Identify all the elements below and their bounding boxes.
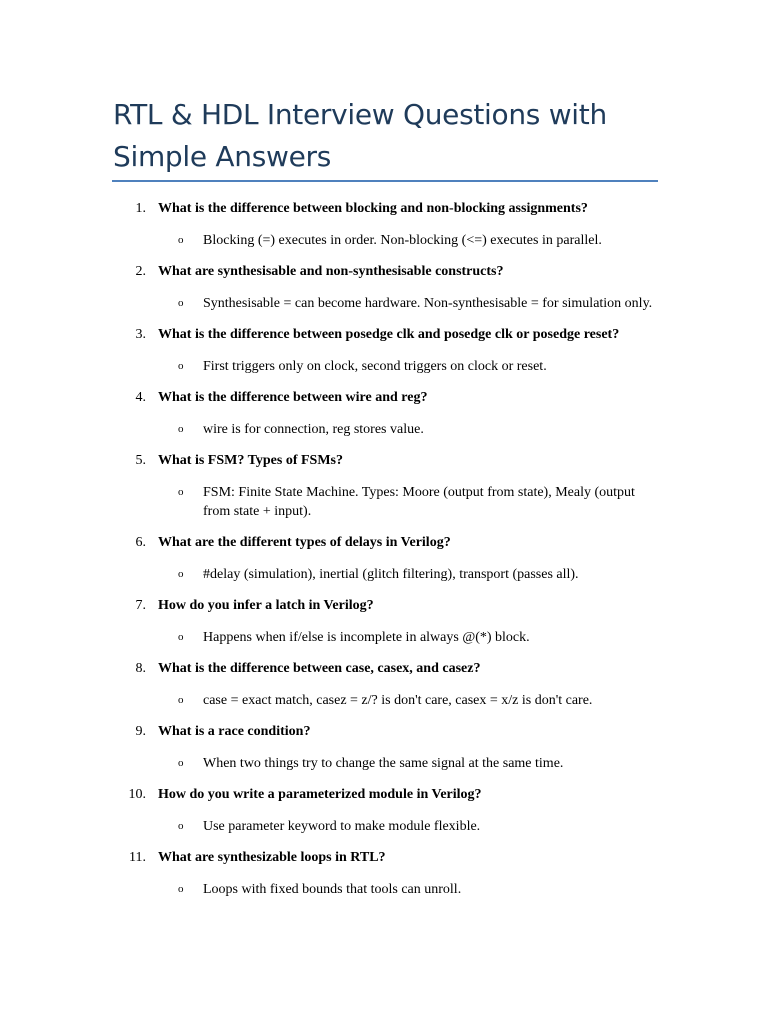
question-list [0,199,768,911]
question-text: What are synthesisable and non-synthesisable constructs? [158,264,504,279]
list-item [0,388,768,439]
question-number: 7. [135,598,146,613]
answer-text: When two things try to change the same signal at the same time. [203,756,564,771]
question-number: 9. [135,724,146,739]
list-item [0,199,768,250]
hollow-bullet-icon: o [178,757,184,769]
answer-text: First triggers only on clock, second triggers on clock or reset. [203,359,547,374]
question-text: How do you infer a latch in Verilog? [158,598,374,613]
question-text: What is a race condition? [158,724,311,739]
answer [0,294,658,313]
question-number: 1. [135,201,146,216]
answer [0,880,658,899]
question-number: 5. [135,453,146,468]
answer-text: Blocking (=) executes in order. Non-blocking (<=) executes in parallel. [203,233,602,248]
answer-text: Happens when if/else is incomplete in always @(*) block. [203,630,530,645]
list-item [0,848,768,899]
list-item [0,722,768,773]
question [0,596,668,616]
question-number: 3. [135,327,146,342]
hollow-bullet-icon: o [178,486,184,498]
question-number: 4. [135,390,146,405]
answer-text: case = exact match, casez = z/? is don't care, casex = x/z is don't care. [203,693,593,708]
question-text: What are synthesizable loops in RTL? [158,850,386,865]
question [0,199,668,219]
page-title: RTL & HDL Interview Questions with Simple Answers [113,98,607,173]
hollow-bullet-icon: o [178,883,184,895]
list-item [0,659,768,710]
list-item [0,262,768,313]
question [0,262,668,282]
question [0,533,668,553]
question-text: What is the difference between posedge clk and posedge clk or posedge reset? [158,327,620,342]
question-text: What is the difference between blocking and non-blocking assignments? [158,201,588,216]
list-item [0,533,768,584]
question-text: What are the different types of delays in Verilog? [158,535,451,550]
question [0,325,668,345]
hollow-bullet-icon: o [178,297,184,309]
answer [0,817,658,836]
hollow-bullet-icon: o [178,423,184,435]
answer [0,565,658,584]
list-item [0,325,768,376]
list-item [0,785,768,836]
question-number: 2. [135,264,146,279]
question [0,388,668,408]
hollow-bullet-icon: o [178,694,184,706]
answer-text: wire is for connection, reg stores value. [203,422,424,437]
hollow-bullet-icon: o [178,568,184,580]
answer [0,231,658,250]
question [0,659,668,679]
question-text: What is the difference between wire and reg? [158,390,428,405]
answer [0,483,658,521]
question-text: How do you write a parameterized module in Verilog? [158,787,482,802]
question-text: What is FSM? Types of FSMs? [158,453,343,468]
question-number: 11. [129,850,146,865]
hollow-bullet-icon: o [178,234,184,246]
hollow-bullet-icon: o [178,631,184,643]
list-item [0,596,768,647]
answer [0,691,658,710]
answer [0,754,658,773]
answer [0,420,658,439]
answer-text: Loops with fixed bounds that tools can unroll. [203,882,462,897]
answer-text: Synthesisable = can become hardware. Non-synthesisable = for simulation only. [203,296,653,311]
question-number: 8. [135,661,146,676]
answer-text: #delay (simulation), inertial (glitch filtering), transport (passes all). [203,567,579,582]
question [0,848,668,868]
answer-text: FSM: Finite State Machine. Types: Moore (output from state), Mealy (output from state + input). [203,485,635,519]
hollow-bullet-icon: o [178,360,184,372]
question-number: 10. [128,787,146,802]
list-item [0,451,768,521]
title-underline [112,180,658,182]
question [0,785,668,805]
answer [0,357,658,376]
hollow-bullet-icon: o [178,820,184,832]
question [0,451,668,471]
answer [0,628,658,647]
question-number: 6. [135,535,146,550]
question [0,722,668,742]
answer-text: Use parameter keyword to make module flexible. [203,819,481,834]
question-text: What is the difference between case, casex, and casez? [158,661,481,676]
